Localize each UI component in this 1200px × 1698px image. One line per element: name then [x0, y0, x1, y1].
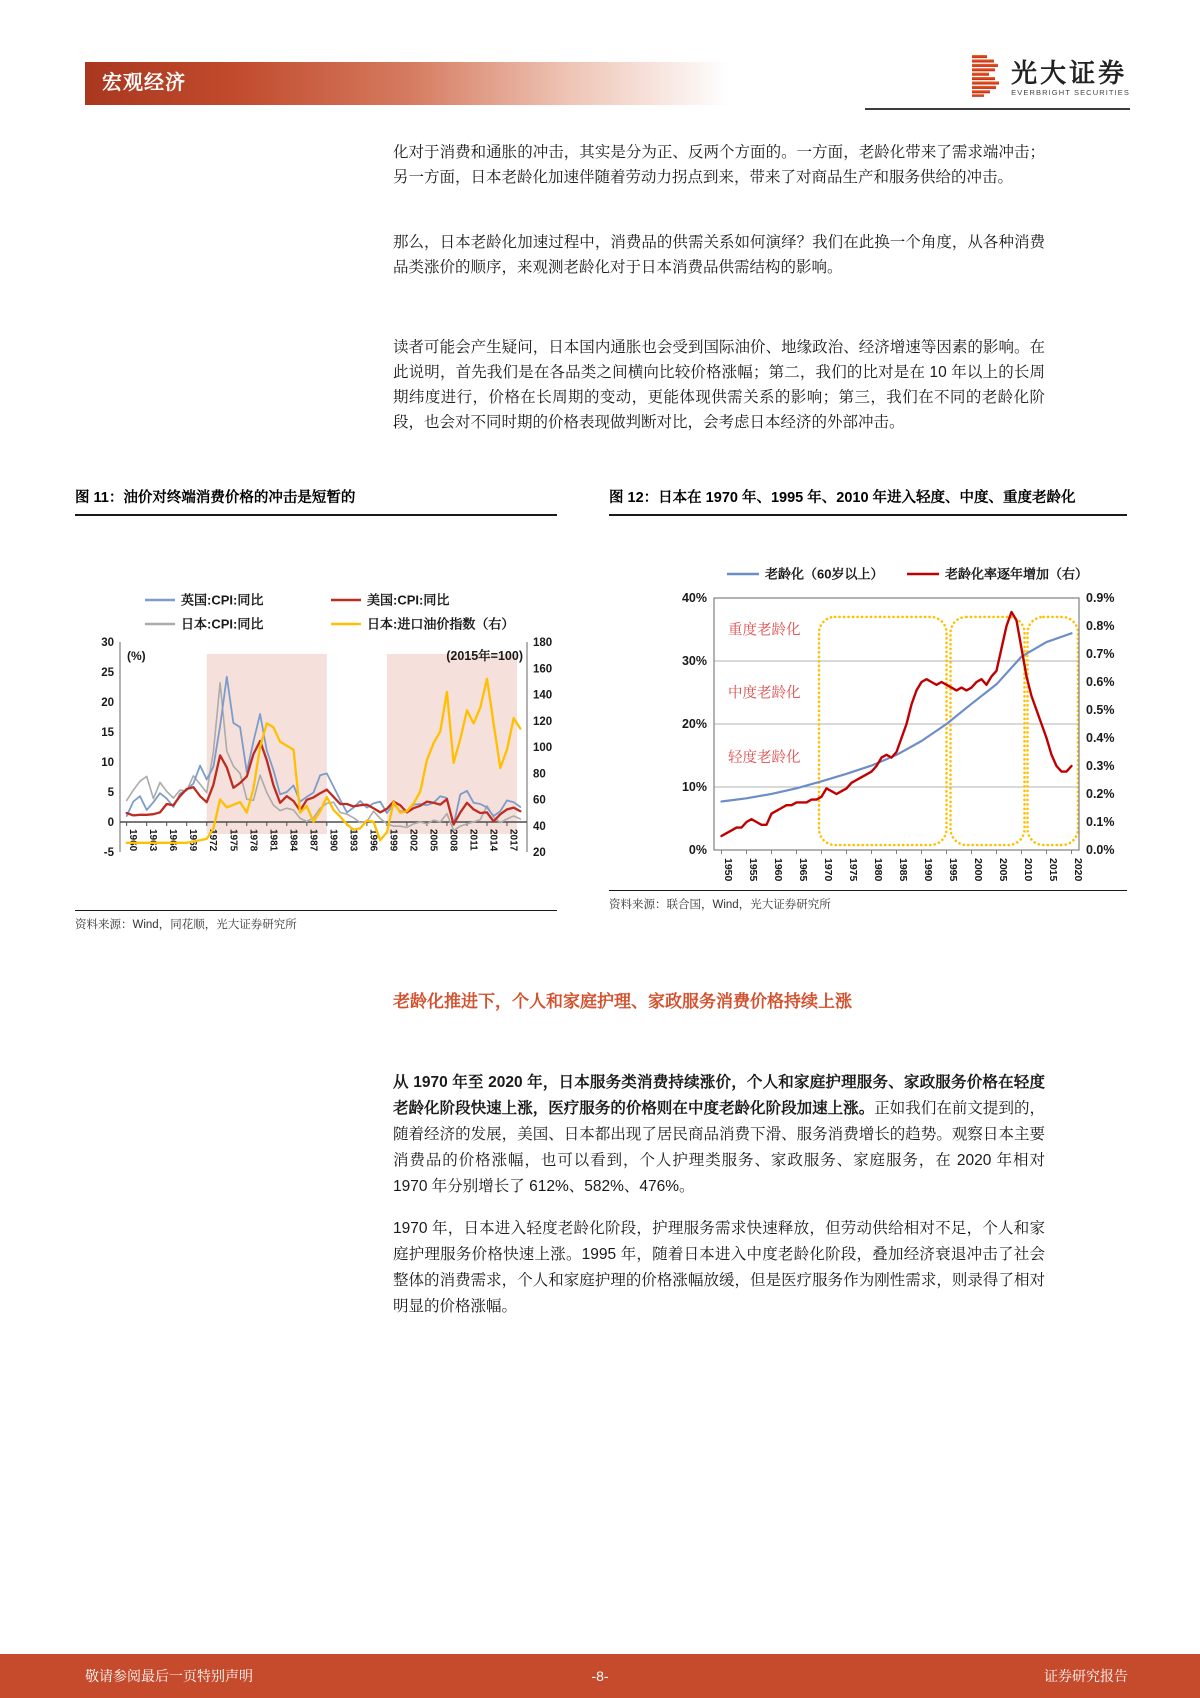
figure-11-caption: 图 11：油价对终端消费价格的冲击是短暂的 — [75, 490, 356, 506]
svg-text:0.1%: 0.1% — [1086, 815, 1115, 829]
svg-text:2008: 2008 — [447, 829, 459, 852]
footer-page-number: -8- — [591, 1668, 609, 1684]
svg-text:1996: 1996 — [367, 829, 379, 852]
svg-text:1970: 1970 — [822, 858, 834, 882]
svg-text:2002: 2002 — [407, 829, 419, 852]
svg-text:120: 120 — [533, 715, 553, 728]
svg-text:0.0%: 0.0% — [1086, 843, 1115, 857]
fig12-chart — [609, 522, 1127, 886]
svg-text:老龄化率逐年增加（右）: 老龄化率逐年增加（右） — [945, 566, 1089, 582]
section-band — [85, 62, 757, 105]
svg-text:1955: 1955 — [747, 858, 759, 882]
brand-text — [1011, 57, 1130, 97]
figures-row — [75, 487, 1200, 932]
figure-11-top-rule — [75, 514, 557, 516]
svg-text:英国:CPI:同比: 英国:CPI:同比 — [181, 592, 264, 608]
svg-text:5: 5 — [107, 787, 114, 799]
svg-text:100: 100 — [533, 742, 553, 754]
svg-text:2005: 2005 — [427, 829, 439, 852]
figure-12-bottom-rule — [609, 890, 1127, 891]
svg-text:2000: 2000 — [972, 858, 984, 882]
svg-text:(%): (%) — [127, 649, 146, 663]
svg-text:1966: 1966 — [167, 829, 179, 852]
svg-text:-5: -5 — [103, 847, 114, 859]
svg-text:20: 20 — [533, 847, 546, 859]
svg-text:1999: 1999 — [387, 829, 399, 852]
svg-text:60: 60 — [533, 794, 546, 807]
svg-text:2010: 2010 — [1022, 858, 1034, 882]
svg-text:1995: 1995 — [947, 858, 959, 882]
section-heading: 老龄化推进下，个人和家庭护理、家政服务消费价格持续上涨 — [393, 992, 852, 1011]
svg-text:1963: 1963 — [147, 829, 159, 852]
svg-text:轻度老龄化: 轻度老龄化 — [728, 749, 801, 766]
svg-text:25: 25 — [101, 667, 114, 679]
brand-name-en: EVERBRIGHT SECURITIES — [1011, 87, 1130, 97]
svg-text:0.8%: 0.8% — [1086, 619, 1115, 633]
svg-text:重度老龄化: 重度老龄化 — [728, 622, 801, 639]
figure-11-source: 资料来源：Wind，同花顺，光大证券研究所 — [75, 919, 297, 931]
analysis-paragraph-2: 1970 年，日本进入轻度老龄化阶段，护理服务需求快速释放，但劳动供给相对不足，个人和家庭护理服务价格快速上涨。1995 年，随着日本进入中度老龄化阶段，叠加经济衰退冲击了社会整体的消费需求，个人和家庭护理的价格涨幅放缓，但是医疗服务作为刚性需求，则录得了相对明显的价格涨幅。 — [393, 1220, 1045, 1315]
everbright-logo-icon — [972, 55, 1002, 102]
svg-text:40%: 40% — [681, 591, 707, 605]
svg-text:老龄化（60岁以上）: 老龄化（60岁以上） — [765, 566, 884, 582]
page-header — [0, 57, 1200, 112]
analysis-paragraph-1-rest: 正如我们在前文提到的，随着经济的发展，美国、日本都出现了居民商品消费下滑、服务消费增长的趋势。观察日本主要消费品的价格涨幅，也可以看到，个人护理类服务、家政服务、家庭服务，在 2020 年相对 1970 年分别增长了 612%、582%、476%。 — [393, 1100, 1045, 1195]
brand-logo — [865, 54, 1130, 110]
svg-text:1969: 1969 — [187, 829, 199, 852]
svg-text:40: 40 — [533, 820, 546, 833]
svg-text:20: 20 — [101, 697, 114, 709]
intro-paragraph-1: 化对于消费和通胀的冲击，其实是分为正、反两个方面的。一方面，老龄化带来了需求端冲击；另一方面，日本老龄化加速伴随着劳动力拐点到来，带来了对商品生产和服务供给的冲击。 — [393, 144, 1045, 186]
svg-text:1975: 1975 — [227, 829, 239, 852]
svg-text:1965: 1965 — [797, 858, 809, 882]
footer-report-type: 证券研究报告 — [1044, 1668, 1128, 1684]
figure-11 — [75, 487, 557, 932]
svg-text:1950: 1950 — [722, 858, 734, 882]
footer-disclaimer: 敬请参阅最后一页特别声明 — [85, 1668, 253, 1684]
svg-text:0.5%: 0.5% — [1086, 703, 1115, 717]
intro-paragraph-3: 读者可能会产生疑问，日本国内通胀也会受到国际油价、地缘政治、经济增速等因素的影响。在此说明，首先我们是在各品类之间横向比较价格涨幅；第二，我们的比对是在 10 年以上的长周期纬度进行，价格在长周期的变动，更能体现供需关系的影响；第三，我们在不同的老龄化阶段，也会对不同时期的价格表现做判断对比，会考虑日本经济的外部冲击。 — [393, 339, 1045, 431]
svg-text:2020: 2020 — [1072, 858, 1084, 882]
svg-text:80: 80 — [533, 768, 546, 781]
svg-text:1985: 1985 — [897, 858, 909, 882]
svg-text:1978: 1978 — [247, 829, 259, 852]
svg-text:2017: 2017 — [507, 829, 519, 852]
analysis-section — [393, 990, 1045, 1320]
svg-text:1980: 1980 — [872, 858, 884, 882]
fig11-chart — [75, 522, 557, 906]
svg-text:1960: 1960 — [772, 858, 784, 882]
svg-text:1984: 1984 — [287, 829, 299, 852]
svg-text:2011: 2011 — [467, 829, 479, 851]
svg-text:1960: 1960 — [127, 829, 139, 852]
brand-name-cn: 光大证券 — [1011, 57, 1128, 88]
svg-text:1972: 1972 — [207, 829, 219, 852]
svg-text:0.2%: 0.2% — [1086, 787, 1115, 801]
svg-text:美国:CPI:同比: 美国:CPI:同比 — [367, 592, 450, 608]
svg-text:180: 180 — [533, 637, 553, 649]
svg-text:1981: 1981 — [267, 829, 279, 852]
svg-text:15: 15 — [101, 727, 114, 739]
svg-text:0.3%: 0.3% — [1086, 759, 1115, 773]
svg-text:10%: 10% — [681, 780, 707, 794]
svg-text:0%: 0% — [688, 843, 707, 857]
section-title: 宏观经济 — [102, 72, 186, 94]
svg-text:1987: 1987 — [307, 829, 319, 852]
svg-text:1993: 1993 — [347, 829, 359, 852]
svg-text:2014: 2014 — [487, 829, 499, 852]
figure-11-bottom-rule — [75, 910, 557, 911]
page-body — [0, 140, 1200, 1320]
svg-text:0.9%: 0.9% — [1086, 591, 1115, 605]
svg-text:2005: 2005 — [997, 858, 1009, 882]
analysis-paragraph-1 — [393, 1070, 1045, 1200]
svg-text:日本:CPI:同比: 日本:CPI:同比 — [181, 616, 264, 632]
svg-text:10: 10 — [101, 757, 114, 769]
figure-12-source: 资料来源：联合国，Wind，光大证券研究所 — [609, 899, 831, 911]
analysis-paragraph-1-bold: 从 1970 年至 2020 年，日本服务类消费持续涨价，个人和家庭护理服务、家政服务价格在轻度老龄化阶段快速上涨，医疗服务的价格则在中度老龄化阶段加速上涨。 — [393, 1074, 1045, 1117]
svg-text:中度老龄化: 中度老龄化 — [728, 685, 801, 702]
figure-12 — [609, 487, 1127, 912]
svg-text:30%: 30% — [681, 654, 707, 668]
svg-text:140: 140 — [533, 689, 553, 702]
svg-text:1975: 1975 — [847, 858, 859, 882]
svg-text:160: 160 — [533, 663, 553, 676]
svg-text:2015: 2015 — [1047, 858, 1059, 882]
intro-section — [393, 140, 1045, 435]
svg-text:30: 30 — [101, 637, 114, 649]
svg-text:1990: 1990 — [327, 829, 339, 852]
svg-text:0.6%: 0.6% — [1086, 675, 1115, 689]
intro-paragraph-2: 那么，日本老龄化加速过程中，消费品的供需关系如何演绎？我们在此换一个角度，从各种消费品类涨价的顺序，来观测老龄化对于日本消费品供需结构的影响。 — [393, 234, 1045, 276]
svg-text:(2015年=100): (2015年=100) — [446, 649, 523, 663]
svg-text:0: 0 — [107, 817, 114, 829]
page-footer — [0, 1654, 1200, 1698]
svg-text:1990: 1990 — [922, 858, 934, 882]
figure-12-caption: 图 12：日本在 1970 年、1995 年、2010 年进入轻度、中度、重度老龄化 — [609, 490, 1076, 506]
svg-text:日本:进口油价指数（右）: 日本:进口油价指数（右） — [367, 616, 515, 632]
svg-text:20%: 20% — [681, 717, 707, 731]
svg-text:0.4%: 0.4% — [1086, 731, 1115, 745]
svg-text:0.7%: 0.7% — [1086, 647, 1115, 661]
figure-12-top-rule — [609, 514, 1127, 516]
